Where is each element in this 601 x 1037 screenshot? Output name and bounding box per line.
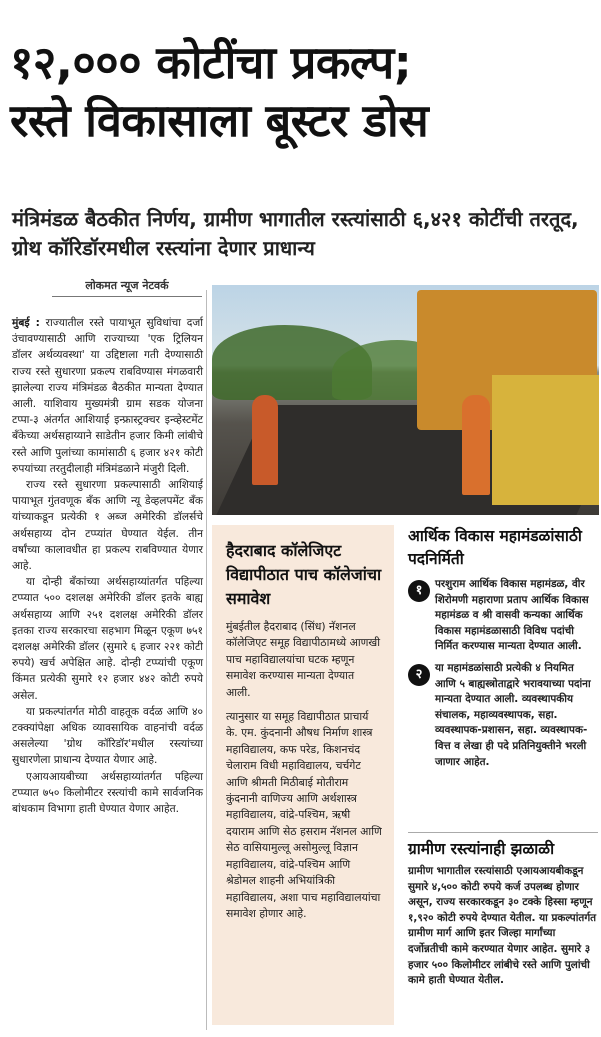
number-badge: १ xyxy=(408,580,430,602)
number-badge: २ xyxy=(408,664,430,686)
headline-line-1: १२,००० कोटींचा प्रकल्प; xyxy=(10,36,412,89)
road-construction-photo xyxy=(212,285,599,515)
rural-roads-box xyxy=(408,838,598,989)
college-box-paragraph: मुंबईतील हैदराबाद (सिंध) नॅशनल कॉलेजिएट समूह विद्यापीठामध्ये आणखी पाच महाविद्यालयांचा घटक म्हणून समावेश करण्यास मान्यता देण्यात आली. xyxy=(226,620,381,699)
article-paragraph: या दोन्ही बँकांच्या अर्थसहाय्यांतर्गत पहिल्या टप्प्यात ५०० दशलक्ष अमेरिकी डॉलर इतके बाह्य अर्थसहाय्य आणि २५१ दशलक्ष अमेरिकी डॉलर इतका राज्य सरकारचा सहभाग मिळून एकूण ७५१ दशलक्ष अमेरिकी डॉलर (सुमारे ६ हजार २२१ कोटी रुपये) खर्च अपेक्षित आहे. दोन्ही टप्प्यांची एकूण किंमत प्रत्येकी सुमारे १२ हजार ४४२ कोटी रुपये असेल. xyxy=(12,576,203,702)
college-box-paragraph: त्यानुसार या समूह विद्यापीठात प्राचार्य के. एम. कुंदनानी औषध निर्माण शास्त्र महाविद्यालय, कफ परेड, किशनचंद चेलाराम विधी महाविद्यालय, चर्चगेट आणि श्रीमती मिठीबाई मोतीराम कुंदनानी वाणिज्य आणि अर्थशास्त्र महाविद्यालय, वांद्रे-पश्चिम, ऋषी दयाराम आणि सेठ हसराम नॅशनल आणि सेठ वासियामुल्लू असोमुल्लू विज्ञान महाविद्यालय, वांद्रे-पश्चिम आणि श्रेडोमल शाहनी अभियांत्रिकी महाविद्यालय, अशा पाच महाविद्यालयांचा समावेश होणार आहे. xyxy=(226,710,382,920)
economic-item xyxy=(408,577,598,655)
main-article xyxy=(12,315,203,817)
dateline: मुंबई : xyxy=(12,317,40,329)
column-divider xyxy=(206,290,207,1030)
subheadline: मंत्रिमंडळ बैठकीत निर्णय, ग्रामीण भागातील रस्त्यांसाठी ६,४२१ कोटींची तरतूद, ग्रोथ कॉरिडॉरमधील रस्त्यांना देणार प्राधान्य xyxy=(12,207,579,260)
headline xyxy=(10,34,595,150)
college-box xyxy=(212,525,394,1025)
byline: लोकमत न्यूज नेटवर्क xyxy=(52,278,202,297)
economic-box xyxy=(408,525,598,776)
rural-roads-text: ग्रामीण भागातील रस्त्यांसाठी एआयआयबीकडून सुमारे ४,५०० कोटी रुपये कर्ज उपलब्ध होणार असून, राज्य सरकारकडून ३० टक्के हिस्सा म्हणून १,९२० कोटी रुपये देण्यात येतील. या प्रकल्पांतर्गत ग्रामीण मार्ग आणि इतर जिल्हा मार्गांच्या दर्जोन्नतीची कामे करण्यात येणार आहेत. सुमारे ३ हजार ५०० किलोमीटर लांबीचे रस्ते आणि पुलांची कामे हाती घेण्यात येतील. xyxy=(408,865,597,987)
article-paragraph: एआयआयबीच्या अर्थसहाय्यांतर्गत पहिल्या टप्प्यात ७५० किलोमीटर रस्त्यांची कामे सार्वजनिक बांधकाम विभागा हाती घेण्यात येणार आहेत. xyxy=(12,770,203,816)
photo-worker xyxy=(462,395,490,495)
economic-item-text: या महामंडळांसाठी प्रत्येकी ४ नियमित आणि ५ बाह्यस्त्रोताद्वारे भरावयाच्या पदांना मान्यता देण्यात आली. व्यवस्थापकीय संचालक, महाव्यवस्थापक, सहा. व्यवस्थापक-प्रशासन, सहा. व्यवस्थापक-वित्त व लेखा ही पदे प्रतिनियुक्तीने भरली जाणार आहेत. xyxy=(435,661,591,768)
article-paragraph: मुंबई : राज्यातील रस्ते पायाभूत सुविधांचा दर्जा उंचावण्यासाठी आणि राज्याच्या 'एक ट्रिलियन डॉलर अर्थव्यवस्था' या उद्दिष्टाला गती देण्यासाठी राज्य रस्ते सुधारणा प्रकल्प राबविण्यास मंगळवारी झालेल्या राज्य मंत्रिमंडळ बैठकीत मान्यता देण्यात आली. याशिवाय मुख्यमंत्री ग्राम सडक योजना टप्पा-३ अंतर्गत आशियाई इन्फ्रास्ट्रक्चर इन्व्हेस्टमेंट बँकेच्या अर्थसहाय्याने साडेतीन हजार किमी लांबीचे रस्ते आणि पुलांच्या कामांसाठी ६ हजार ४२१ कोटी रुपयांच्या तरतुदीलाही मंत्रिमंडळाने मंजुरी दिली. xyxy=(12,317,203,475)
economic-item-text: परशुराम आर्थिक विकास महामंडळ, वीर शिरोमणी महाराणा प्रताप आर्थिक विकास महामंडळ व श्री वासवी कन्यका आर्थिक विकास महामंडळासाठी विविध पदांची निर्मित करण्यास मान्यता देण्यात आली. xyxy=(435,578,589,653)
economic-box-title: आर्थिक विकास महामंडळांसाठी पदनिर्मिती xyxy=(408,527,582,568)
article-paragraph: राज्य रस्ते सुधारणा प्रकल्पासाठी आशियाई पायाभूत गुंतवणूक बँक आणि न्यू डेव्हलपमेंट बँक यांच्याकडून प्रत्येकी १ अब्ज अमेरिकी डॉलर्सचे अर्थसहाय्य दोन टप्प्यांत घेण्यात येईल. तीन वर्षांच्या कालावधीत हा प्रकल्प राबविण्यात येणार आहे. xyxy=(12,479,203,573)
photo-paver xyxy=(492,375,599,505)
photo-worker xyxy=(252,395,278,485)
college-box-title: हैदराबाद कॉलेजिएट विद्यापीठात पाच कॉलेजांचा समावेश xyxy=(226,541,382,608)
rural-roads-title: ग्रामीण रस्त्यांनाही झळाळी xyxy=(408,840,555,858)
article-paragraph: या प्रकल्पांतर्गत मोठी वाहतूक वर्दळ आणि ४० टक्क्यांपेक्षा अधिक व्यावसायिक वाहनांची वर्दळ असलेल्या 'ग्रोथ कॉरिडॉर'मधील रस्त्यांच्या सुधारणेला प्राधान्य देण्यात येणार आहे. xyxy=(12,705,203,767)
section-divider xyxy=(408,832,598,833)
headline-line-2: रस्ते विकासाला बूस्टर डोस xyxy=(10,94,429,147)
economic-item xyxy=(408,661,598,770)
